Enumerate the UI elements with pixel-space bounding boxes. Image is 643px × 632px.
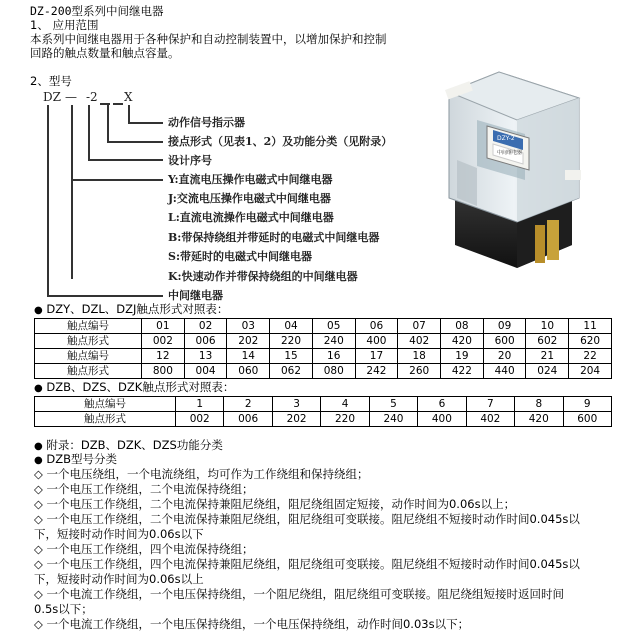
- model-label-1: 接点形式（见表1、2）及功能分类（见附录）: [168, 135, 393, 148]
- section1-line1: 本系列中间继电器用于各种保护和自动控制装置中，以增加保护和控制: [30, 32, 387, 46]
- table-cell: 402: [466, 412, 514, 427]
- table-cell: 02: [184, 319, 227, 334]
- appendix-subheading: ● DZB型号分类: [34, 452, 118, 466]
- model-x: X: [124, 90, 133, 104]
- table-cell: 05: [312, 319, 355, 334]
- list-item: 0.5s以下；: [34, 602, 93, 616]
- model-label-0: 动作信号指示器: [168, 116, 245, 129]
- table-cell: 19: [441, 349, 484, 364]
- model-label-6: B:带保持绕组并带延时的电磁式中间继电器: [168, 231, 380, 244]
- contact-table-1: [34, 318, 612, 379]
- table1-caption-text: DZY、DZL、DZJ触点形式对照表：: [46, 302, 229, 316]
- table-cell: 8: [515, 397, 563, 412]
- table-cell: 06: [355, 319, 398, 334]
- table-cell: 14: [227, 349, 270, 364]
- model-label-5: L:直流电流操作电磁式中间继电器: [168, 211, 334, 224]
- appendix-heading: ● 附录：DZB、DZK、DZS功能分类: [34, 438, 223, 452]
- table-cell: 006: [224, 412, 272, 427]
- table-cell: 002: [142, 334, 185, 349]
- table-cell: 420: [515, 412, 563, 427]
- table-cell: 420: [441, 334, 484, 349]
- row-header: 触点形式: [35, 364, 142, 379]
- table-cell: 060: [227, 364, 270, 379]
- table-cell: 240: [312, 334, 355, 349]
- table-cell: 004: [184, 364, 227, 379]
- row-header: 触点形式: [35, 412, 176, 427]
- appendix-line1: 附录：DZB、DZK、DZS功能分类: [46, 438, 223, 452]
- page-title: DZ-200型系列中间继电器: [30, 4, 164, 18]
- table-cell: 3: [272, 397, 320, 412]
- table-cell: 5: [369, 397, 417, 412]
- table-cell: 10: [526, 319, 569, 334]
- table-cell: 12: [142, 349, 185, 364]
- table-cell: 9: [563, 397, 612, 412]
- table-row: [35, 364, 612, 379]
- table-cell: 03: [227, 319, 270, 334]
- table-cell: 600: [563, 412, 612, 427]
- contact-table-2: [34, 396, 612, 427]
- table-cell: 16: [312, 349, 355, 364]
- model-dash: —: [65, 90, 77, 104]
- table-row: [35, 412, 612, 427]
- table-cell: 4: [321, 397, 369, 412]
- model-label-7: S:带延时的电磁式中间继电器: [168, 250, 313, 263]
- table-cell: 21: [526, 349, 569, 364]
- table-cell: 7: [466, 397, 514, 412]
- table-cell: 260: [398, 364, 441, 379]
- table-row: [35, 349, 612, 364]
- table-cell: 002: [176, 412, 224, 427]
- table2-caption-text: DZB、DZS、DZK触点形式对照表：: [46, 380, 235, 394]
- table-cell: 22: [569, 349, 612, 364]
- table-cell: 062: [270, 364, 313, 379]
- table-cell: 1: [176, 397, 224, 412]
- model-dz: DZ: [43, 90, 61, 104]
- list-item: ◇ 一个电压工作绕组，二个电流保持兼阻尼绕组，阻尼绕组可变联接。阻尼绕组不短接时动作时间0.045s以: [34, 512, 580, 526]
- table1-caption: ● DZY、DZL、DZJ触点形式对照表：: [34, 302, 229, 316]
- table-cell: 220: [270, 334, 313, 349]
- relay-photo-icon: [437, 70, 587, 270]
- row-header: 触点形式: [35, 334, 142, 349]
- table-row: [35, 319, 612, 334]
- section1-heading: 1、 应用范围: [30, 18, 99, 32]
- table-cell: 024: [526, 364, 569, 379]
- table-row: [35, 334, 612, 349]
- table-cell: 204: [569, 364, 612, 379]
- row-header: 触点编号: [35, 319, 142, 334]
- table-cell: 602: [526, 334, 569, 349]
- table-cell: 800: [142, 364, 185, 379]
- table-cell: 11: [569, 319, 612, 334]
- table-cell: 6: [418, 397, 466, 412]
- table-cell: 240: [369, 412, 417, 427]
- list-item: ◇ 一个电压工作绕组，四个电流保持绕组；: [34, 542, 254, 556]
- table-cell: 08: [441, 319, 484, 334]
- list-item: ◇ 一个电压工作绕组，四个电流保持兼阻尼绕组，阻尼绕组可变联接。阻尼绕组不短接时动作时间0.045s以: [34, 557, 580, 571]
- photo-label-bottom: 中间继电器: [497, 150, 523, 156]
- list-item: ◇ 一个电压工作绕组，二个电流保持绕组；: [34, 482, 254, 496]
- table-cell: 400: [418, 412, 466, 427]
- list-item: ◇ 一个电流工作绕组，一个电压保持绕组，一个电压保持绕组，动作时间0.03s以下；: [34, 617, 470, 631]
- table-cell: 09: [483, 319, 526, 334]
- list-item: 下，短接时动作时间为0.06s以上: [34, 572, 204, 586]
- table2-caption: ● DZB、DZS、DZK触点形式对照表：: [34, 380, 235, 394]
- row-header: 触点编号: [35, 349, 142, 364]
- section2-heading: 2、型号: [30, 74, 72, 88]
- table-cell: 220: [321, 412, 369, 427]
- model-label-9: 中间继电器: [168, 289, 223, 302]
- table-cell: 600: [483, 334, 526, 349]
- appendix-list: [34, 467, 634, 632]
- list-item: ◇ 一个电压绕组，一个电流绕组，均可作为工作绕组和保持绕组；: [34, 467, 369, 481]
- table-row: [35, 397, 612, 412]
- table-cell: 13: [184, 349, 227, 364]
- table-cell: 17: [355, 349, 398, 364]
- list-item: 下，短接时动作时间为0.06s以下: [34, 527, 204, 541]
- section1-line2: 回路的触点数量和触点容量。: [30, 46, 180, 60]
- list-item: ◇ 一个电流工作绕组，一个电压保持绕组，一个阻尼绕组，阻尼绕组可变联接。阻尼绕组短接时返回时间: [34, 587, 564, 601]
- model-label-4: J:交流电压操作电磁式中间继电器: [168, 192, 331, 205]
- model-label-8: K:快速动作并带保持绕组的中间继电器: [168, 270, 358, 283]
- model-two: -2: [86, 90, 98, 104]
- table-cell: 20: [483, 349, 526, 364]
- model-label-2: 设计序号: [168, 154, 212, 167]
- photo-label-top: DZY-2: [497, 135, 515, 142]
- model-label-3: Y:直流电压操作电磁式中间继电器: [168, 173, 333, 186]
- table-cell: 006: [184, 334, 227, 349]
- table-cell: 04: [270, 319, 313, 334]
- table-cell: 620: [569, 334, 612, 349]
- table-cell: 18: [398, 349, 441, 364]
- table-cell: 080: [312, 364, 355, 379]
- table-cell: 202: [227, 334, 270, 349]
- table-cell: 07: [398, 319, 441, 334]
- table-cell: 400: [355, 334, 398, 349]
- appendix-line2: DZB型号分类: [46, 452, 118, 466]
- list-item: ◇ 一个电压工作绕组，二个电流保持兼阻尼绕组，阻尼绕组固定短接，动作时间为0.06s以上；: [34, 497, 516, 511]
- table-cell: 402: [398, 334, 441, 349]
- table-cell: 422: [441, 364, 484, 379]
- row-header: 触点编号: [35, 397, 176, 412]
- table-cell: 202: [272, 412, 320, 427]
- table-cell: 01: [142, 319, 185, 334]
- table-cell: 15: [270, 349, 313, 364]
- table-cell: 2: [224, 397, 272, 412]
- table-cell: 242: [355, 364, 398, 379]
- table-cell: 440: [483, 364, 526, 379]
